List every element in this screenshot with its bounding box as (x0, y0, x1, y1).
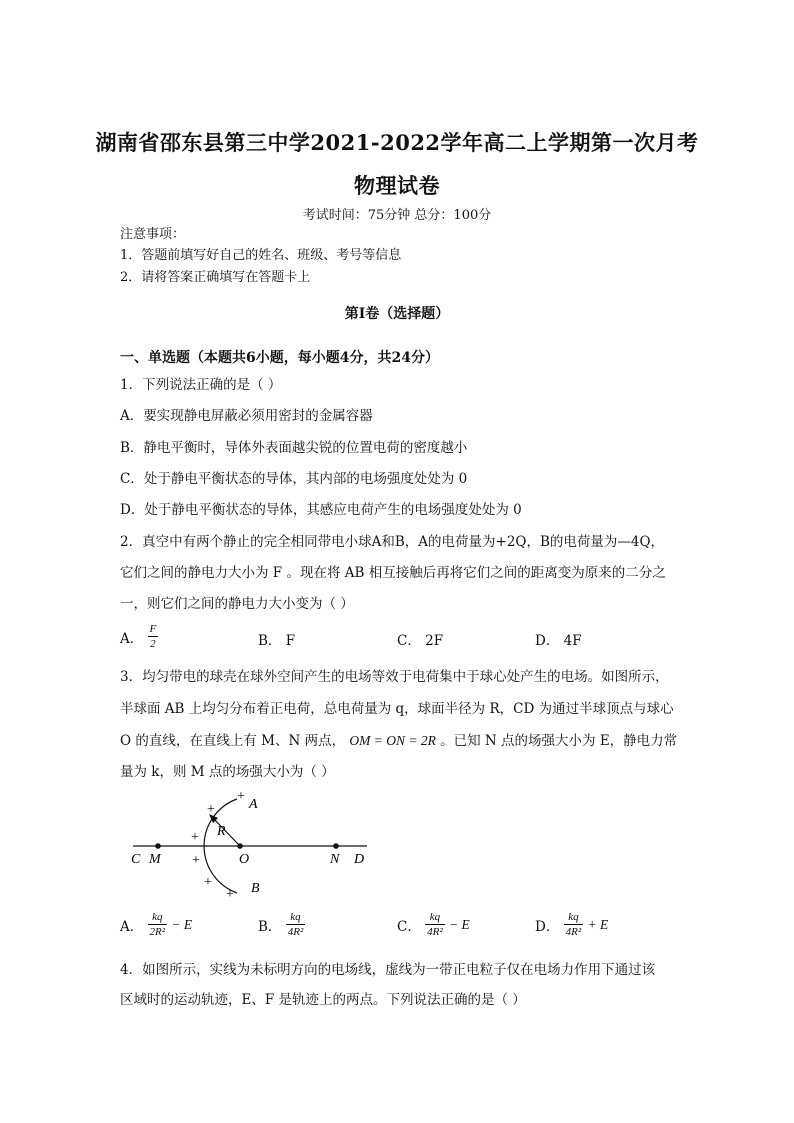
notice-item: 1．答题前填写好自己的姓名、班级、考号等信息 (120, 248, 402, 263)
option-c: C． $\frac{kq}{\text{4R²}}$ − E (397, 911, 470, 938)
question-line: 量为 k，则 M 点的场强大小为（ ） (120, 764, 335, 780)
label-m: M (149, 852, 161, 867)
plus-sign: + (204, 875, 212, 890)
hemisphere-figure (125, 786, 375, 901)
label-b: B (251, 881, 260, 896)
label-a: A (249, 797, 258, 812)
question-line: 一，则它们之间的静电力大小变为（ ） (120, 596, 354, 612)
option-b: B．静电平衡时，导体外表面越尖锐的位置电荷的密度越小 (120, 440, 468, 456)
fraction: $\frac{kq}{\text{4R²}}$ (287, 911, 304, 938)
question-line: 区域时的运动轨迹，E、F 是轨迹上的两点。下列说法正确的是（ ） (120, 992, 526, 1008)
option-d: D． $\frac{kq}{\text{4R²}}$ + E (535, 911, 609, 938)
option-b: B． F (258, 633, 296, 649)
label-c: C (131, 852, 141, 867)
fraction: $\frac{kq}{\text{2R²}}$ (149, 911, 166, 938)
option-b: B． $\frac{kq}{\text{4R²}}$ (258, 911, 304, 938)
label-d: D (354, 852, 365, 867)
plus-sign: + (207, 802, 215, 817)
notice-item: 2．请将答案正确填写在答题卡上 (120, 270, 311, 285)
question-line: O 的直线，在直线上有 M、N 两点， OM = ON = 2R 。已知 N 点的场强大小为 E，静电力常 (120, 733, 678, 749)
question-line: 3．均匀带电的球壳在球外空间产生的电场等效于电荷集中于球心处产生的电场。如图所示， (120, 669, 669, 685)
option-a: A．要实现静电屏蔽必须用密封的金属容器 (120, 408, 373, 424)
question-line: 半球面 AB 上均匀分布着正电荷，总电荷量为 q，球面半径为 R，CD 为通过半球顶点与球心 (120, 701, 674, 717)
option-c: C． 2F (397, 633, 444, 649)
math-expression: OM = ON = 2R (349, 733, 436, 748)
option-d: D．处于静电平衡状态的导体，其感应电荷产生的电场强度处处为 0 (120, 502, 522, 518)
option-d: D． 4F (535, 633, 582, 649)
paper-subtitle: 物理试卷 (354, 173, 440, 198)
option-c: C．处于静电平衡状态的导体，其内部的电场强度处处为 0 (120, 471, 468, 487)
option-a: A． $\frac{F}{2}$ (120, 623, 157, 650)
question-line: 4．如图所示，实线为未标明方向的电场线，虚线为一带正电粒子仅在电场力作用下通过该 (120, 962, 656, 978)
label-o: O (239, 852, 250, 867)
question-line: 它们之间的静电力大小为 F 。现在将 AB 相互接触后再将它们之间的距离变为原来的二分之 (120, 565, 666, 581)
section-title: 一、单选题（本题共6小题，每小题4分，共24分） (120, 350, 439, 366)
exam-info: 考试时间：75分钟 总分：100分 (302, 208, 492, 223)
question-line: 2．真空中有两个静止的完全相同带电小球A和B，A的电荷量为+2Q，B的电荷量为—4Q， (120, 534, 665, 550)
fraction: $\frac{kq}{\text{4R²}}$ (427, 911, 443, 938)
label-n: N (330, 852, 340, 867)
plus-sign: + (191, 830, 199, 845)
option-a: A． $\frac{kq}{\text{2R²}}$ − E (120, 911, 193, 938)
fraction: $\frac{kq}{\text{4R²}}$ (565, 911, 582, 938)
plus-sign: + (226, 887, 234, 901)
part-title: 第I卷（选择题） (344, 306, 450, 322)
plus-sign: + (192, 853, 200, 868)
label-r: R (217, 824, 226, 839)
plus-sign: + (237, 789, 245, 804)
question-stem: 1．下列说法正确的是（ ） (120, 377, 282, 393)
paper-title: 湖南省邵东县第三中学2021-2022学年高二上学期第一次月考 (95, 130, 699, 155)
notice-heading: 注意事项： (120, 227, 186, 242)
fraction: $\frac{F}{2}$ (149, 623, 157, 650)
